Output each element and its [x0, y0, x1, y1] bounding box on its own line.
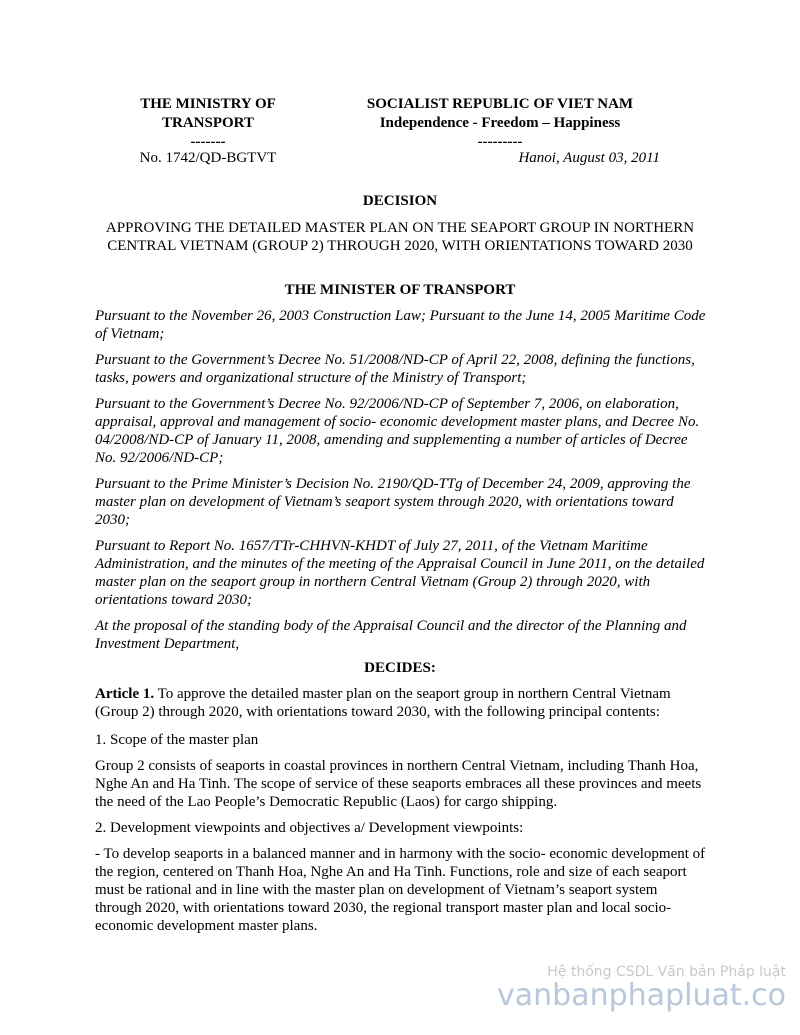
agency-rule: ------- — [190, 134, 226, 150]
section-heading: 1. Scope of the master plan — [95, 732, 259, 748]
proposal-clause: At the proposal of the standing body of the Appraisal Council and the director of the Planning and Investment Department, — [95, 618, 687, 652]
section-paragraph: - To develop seaports in a balanced manner and in harmony with the socio- economic development of the region, centered on Thanh Hoa, Nghe An and Ha Tinh. Functions, role and size of each seaport must be rational and in line with the master plan on development of Vietnam’s seaport system through 2020, with orientations toward 2030, the regional transport master plan and local socio-economic development master plans. — [95, 846, 706, 934]
document-date: Hanoi, August 03, 2011 — [518, 150, 660, 166]
issuing-agency — [108, 95, 308, 152]
agency-name-line1: THE MINISTRY OF — [140, 96, 276, 112]
watermark-site: vanbanphapluat.co — [497, 978, 786, 1013]
article-1 — [95, 685, 707, 721]
country-name: SOCIALIST REPUBLIC OF VIET NAM — [366, 96, 634, 112]
pursuant-clause: Pursuant to Report No. 1657/TTr-CHHVN-KHDT of July 27, 2011, of the Vietnam Maritime Administration, and the minutes of the meeting of the Appraisal Council in June 2011, on the detailed master plan on the seaport group in northern Central Vietnam (Group 2) through 2020, with orientations toward 2030; — [95, 538, 705, 608]
motto-rule: --------- — [477, 134, 523, 150]
section-heading: 2. Development viewpoints and objectives a/ Development viewpoints: — [95, 820, 524, 836]
pursuant-clause: Pursuant to the Government’s Decree No. 92/2006/ND-CP of September 7, 2006, on elaboration, appraisal, approval and management of socio- economic development master plans, and Decree No. 04/2008/ND-CP of January 11, 2008, amending and supplementing a number of articles of Decree No. 92/2006/ND-CP; — [95, 396, 700, 466]
pursuant-clause: Pursuant to the November 26, 2003 Construction Law; Pursuant to the June 14, 2005 Maritime Code of Vietnam; — [95, 308, 706, 342]
document-number: No. 1742/QD-BGTVT — [139, 150, 277, 166]
pursuant-clause: Pursuant to the Prime Minister’s Decision No. 2190/QD-TTg of December 24, 2009, approving the master plan on development of Vietnam’s seaport system through 2020, with orientations toward 2030; — [95, 476, 691, 528]
national-motto: Independence - Freedom – Happiness — [379, 115, 621, 131]
article-label: Article 1. — [95, 686, 155, 702]
document-type-title: DECISION — [362, 193, 438, 209]
decides-heading: DECIDES: — [364, 660, 436, 676]
national-heading — [330, 95, 670, 152]
pursuant-clause: Pursuant to the Government’s Decree No. 51/2008/ND-CP of April 22, 2008, defining the functions, tasks, powers and organizational structure of the Ministry of Transport; — [95, 352, 695, 386]
document-subtitle: APPROVING THE DETAILED MASTER PLAN ON THE SEAPORT GROUP IN NORTHERN CENTRAL VIETNAM (GROUP 2) THROUGH 2020, WITH ORIENTATIONS TOWARD 2030 — [105, 220, 695, 254]
article-text: To approve the detailed master plan on the seaport group in northern Central Vietnam (Group 2) through 2020, with orientations toward 2030, with the following principal contents: — [95, 686, 671, 720]
section-paragraph: Group 2 consists of seaports in coastal provinces in northern Central Vietnam, including Thanh Hoa, Nghe An and Ha Tinh. The scope of service of these seaports embraces all these provinces and meets the need of the Lao People’s Democratic Republic (Laos) for cargo shipping. — [95, 758, 702, 810]
issuing-authority: THE MINISTER OF TRANSPORT — [284, 282, 516, 298]
agency-name-line2: TRANSPORT — [162, 115, 254, 131]
watermark-caption: Hệ thống CSDL Văn bản Pháp luật — [547, 964, 786, 980]
